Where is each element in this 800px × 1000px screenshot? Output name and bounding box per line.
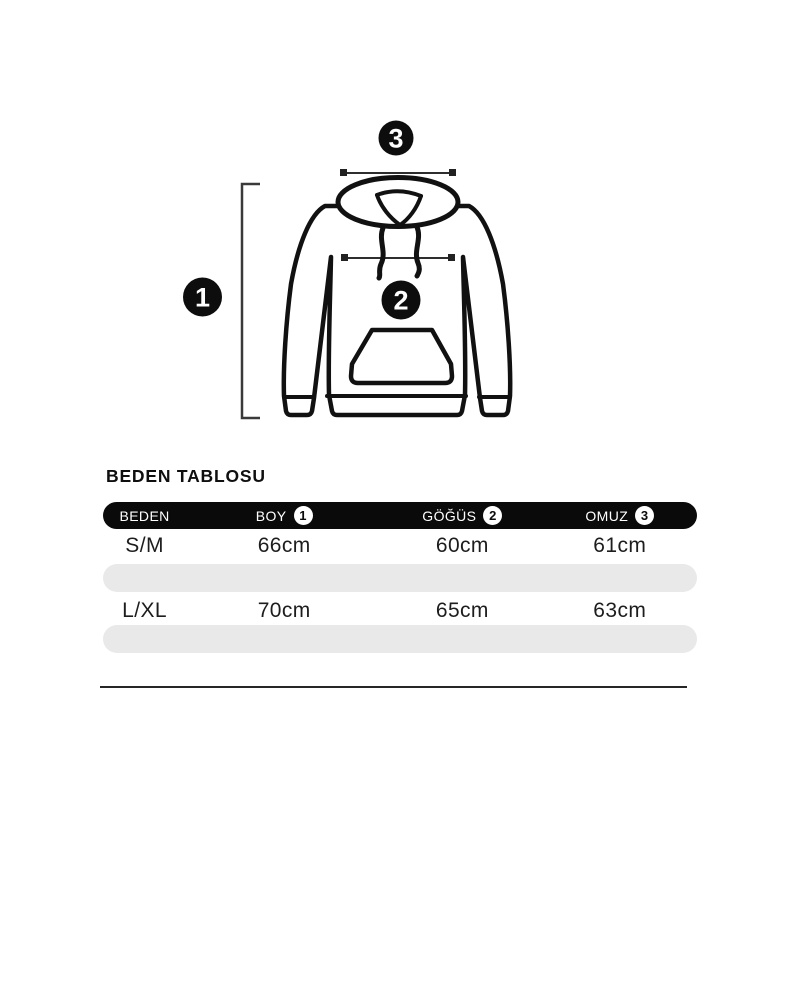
row-stripe xyxy=(103,564,697,592)
header-marker-3: 3 xyxy=(635,506,654,525)
measure-endpoint xyxy=(341,254,348,261)
omuz-value-cell: 61cm xyxy=(593,533,647,557)
row-stripe xyxy=(103,625,697,653)
header-label: GÖĞÜS xyxy=(422,507,477,524)
table-row xyxy=(103,531,697,560)
gogus-value-cell: 60cm xyxy=(435,533,489,557)
length-marker-number: 1 xyxy=(194,282,211,313)
header-label: OMUZ xyxy=(585,507,629,524)
size-cell: S/M xyxy=(125,533,164,557)
header-label: BEDEN xyxy=(119,507,170,524)
header-label: BOY xyxy=(255,507,287,524)
measure-endpoint xyxy=(340,169,347,176)
measure-endpoint xyxy=(448,254,455,261)
omuz-value-cell: 63cm xyxy=(593,598,647,622)
bottom-divider xyxy=(100,686,687,688)
length-bracket xyxy=(242,184,260,418)
kangaroo-pocket xyxy=(351,330,452,383)
hoodie-measurement-diagram xyxy=(160,112,580,442)
header-cell-beden xyxy=(103,508,186,524)
gogus-value-cell: 65cm xyxy=(435,598,489,622)
header-marker-2: 2 xyxy=(483,506,502,525)
boy-value-cell: 66cm xyxy=(257,533,311,557)
measure-endpoint xyxy=(449,169,456,176)
table-row xyxy=(103,596,697,625)
drawstring-right xyxy=(416,227,419,276)
hood xyxy=(338,178,458,227)
header-cell-omuz xyxy=(543,506,697,525)
header-cell-gogus xyxy=(382,506,542,525)
header-cell-boy xyxy=(186,506,382,525)
chest-marker-number: 2 xyxy=(393,285,409,316)
boy-value-cell: 70cm xyxy=(257,598,311,622)
size-table-header xyxy=(103,502,697,529)
shoulder-marker-number: 3 xyxy=(388,123,404,154)
size-cell: L/XL xyxy=(122,598,167,622)
header-marker-1: 1 xyxy=(294,506,313,525)
size-table-title: BEDEN TABLOSU xyxy=(106,466,266,486)
